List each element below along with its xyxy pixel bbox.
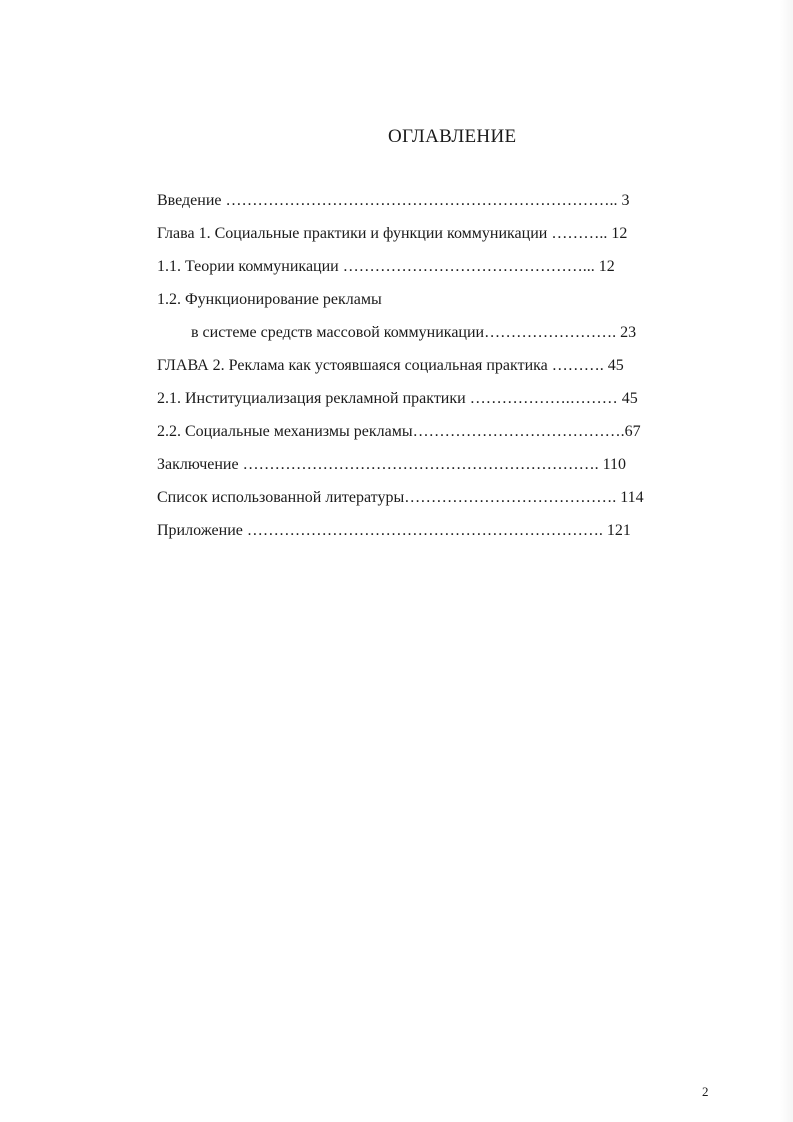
toc-entry-leader: ………………………………………... <box>342 258 599 275</box>
toc-entry-appendix[interactable] <box>157 520 631 542</box>
toc-entry-leader: ……………….……… <box>469 390 622 407</box>
toc-entry-label: 1.1. Теории коммуникации <box>157 258 343 275</box>
toc-entry-page: 67 <box>624 423 641 440</box>
toc-entry-label: Введение <box>157 192 226 209</box>
toc-entry-page: 12 <box>598 258 615 275</box>
toc-entry-label: Заключение <box>157 456 243 473</box>
toc-entry-label: Глава 1. Социальные практики и функции коммуникации <box>157 225 552 242</box>
toc-entry-leader: …………………………………. <box>404 489 621 506</box>
toc-entry-section-1-1[interactable] <box>157 256 615 278</box>
toc-entry-leader: …………………………………………………………. <box>242 456 603 473</box>
toc-entry-leader: ……………………. <box>484 324 621 341</box>
toc-entry-label: 2.2. Социальные механизмы рекламы <box>157 423 413 440</box>
toc-entry-chapter-1[interactable] <box>157 223 627 245</box>
toc-entry-page: 12 <box>611 225 628 242</box>
toc-entry-leader: ……….. <box>551 225 612 242</box>
toc-entry-label: 1.2. Функционирование рекламы <box>157 291 382 308</box>
page-edge-shade <box>779 0 793 1122</box>
toc-entry-page: 3 <box>621 192 630 209</box>
toc-entry-label: Приложение <box>157 522 247 539</box>
toc-entry-label: Список использованной литературы <box>157 489 405 506</box>
toc-entry-label: в системе средств массовой коммуникации <box>191 324 485 341</box>
toc-entry-section-1-2[interactable] <box>157 289 382 311</box>
toc-entry-section-1-2-cont[interactable] <box>191 322 636 344</box>
toc-entry-leader: …………………………………………………………. <box>246 522 607 539</box>
toc-entry-label: ГЛАВА 2. Реклама как устоявшаяся социальная практика <box>157 357 552 374</box>
toc-entry-conclusion[interactable] <box>157 454 626 476</box>
toc-entry-page: 45 <box>607 357 624 374</box>
toc-entry-section-2-1[interactable] <box>157 388 638 410</box>
toc-entry-leader: ………. <box>551 357 608 374</box>
toc-entry-section-2-2[interactable] <box>157 421 641 443</box>
toc-entry-page: 23 <box>620 324 637 341</box>
toc-entry-leader: ……………………………………………………………….. <box>225 192 622 209</box>
toc-entry-introduction[interactable] <box>157 190 630 212</box>
toc-entry-bibliography[interactable] <box>157 487 644 509</box>
toc-entry-chapter-2[interactable] <box>157 355 624 377</box>
toc-entry-page: 45 <box>621 390 638 407</box>
toc-entry-page: 121 <box>606 522 631 539</box>
toc-entry-page: 110 <box>602 456 626 473</box>
toc-entry-leader: …………………………………. <box>412 423 625 440</box>
toc-entry-label: 2.1. Институциализация рекламной практики <box>157 390 470 407</box>
toc-title: ОГЛАВЛЕНИЕ <box>388 126 517 147</box>
page-number: 2 <box>702 1084 709 1099</box>
toc-entry-page: 114 <box>620 489 644 506</box>
